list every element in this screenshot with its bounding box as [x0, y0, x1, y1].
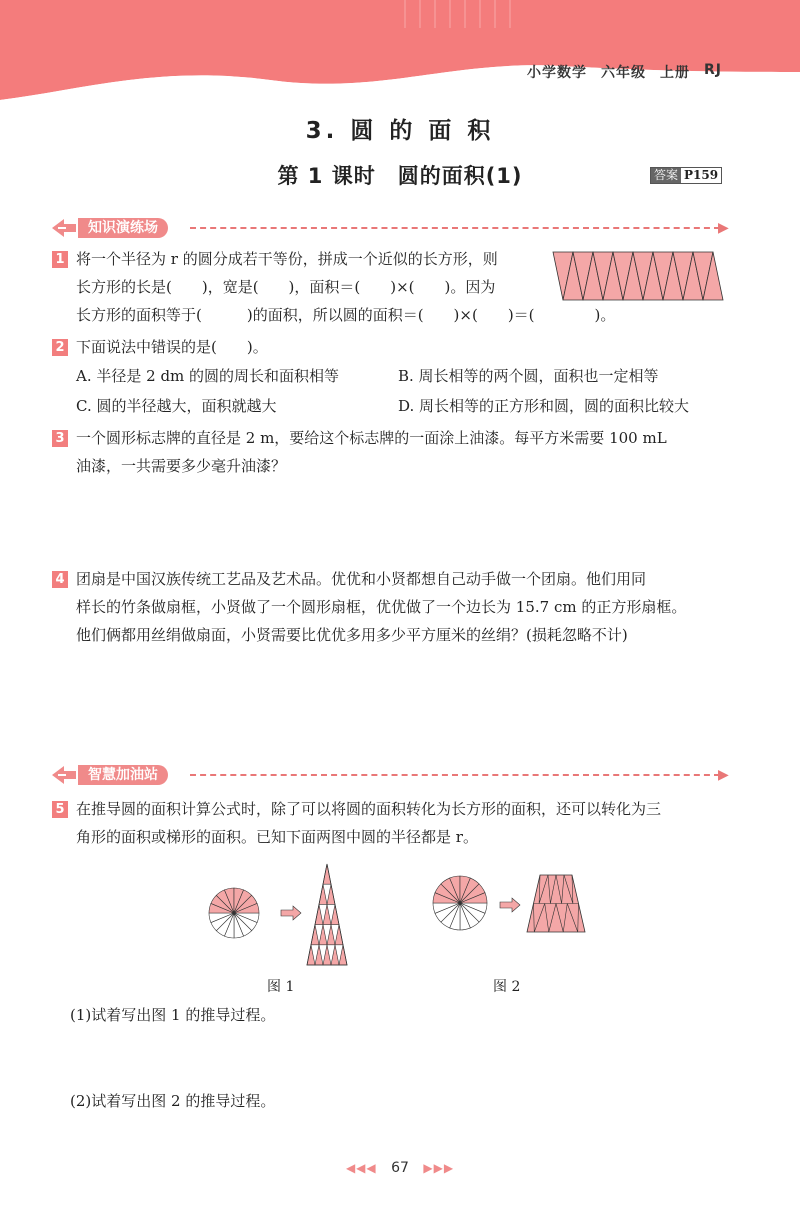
triangle-sector	[315, 904, 323, 924]
question-number: 3	[52, 430, 68, 447]
question-number: 1	[52, 251, 68, 268]
triangle-sector	[327, 925, 335, 945]
pencil-icon	[50, 764, 78, 786]
answer-page: P159	[684, 168, 719, 182]
lesson-title: 第 1 课时 圆的面积(1)	[277, 164, 523, 188]
answer-reference	[650, 167, 722, 184]
page-number: 67	[391, 1160, 409, 1176]
q3-line2: 油漆，一共需要多少毫升油漆？	[76, 457, 287, 475]
edition-label: RJ	[704, 62, 722, 78]
next-arrows-icon: ▶▶▶	[423, 1161, 455, 1175]
page-footer	[0, 1160, 800, 1176]
section-challenge	[50, 762, 730, 788]
triangle-sector	[319, 925, 327, 945]
q4-line2: 样长的竹条做扇框，小贤做了一个圆形扇框，优优做了一个边长为 15.7 cm 的正方形扇框。	[76, 598, 687, 616]
triangle-sector	[323, 864, 331, 884]
section-practice	[50, 215, 730, 241]
q2-option-d: D. 周长相等的正方形和圆，圆的面积比较大	[398, 397, 690, 415]
book-info	[527, 62, 722, 82]
section-divider	[190, 774, 720, 776]
prev-arrows-icon: ◀◀◀	[345, 1161, 377, 1175]
q4-line1: 团扇是中国汉族传统工艺品及艺术品。优优和小贤都想自己动手做一个团扇。他们用同	[76, 570, 647, 588]
question-number: 4	[52, 571, 68, 588]
question-number: 2	[52, 339, 68, 356]
triangle-sector	[307, 945, 315, 965]
figure-2-caption: 图 2	[493, 979, 521, 995]
arrow-right-icon	[500, 898, 520, 912]
volume-label: 上册	[660, 65, 690, 81]
question-number: 5	[52, 801, 68, 818]
q4-line3: 他们俩都用丝绢做扇面，小贤需要比优优多用多少平方厘米的丝绢？(损耗忽略不计)	[76, 626, 628, 644]
arrow-right-icon: ▶	[718, 220, 729, 236]
pencil-icon	[50, 217, 78, 239]
q5-sub1: (1)试着写出图 1 的推导过程。	[70, 1006, 276, 1024]
figure-1-circle-to-triangle	[205, 860, 355, 970]
figure-2-circle-to-trapezoid	[430, 870, 590, 940]
triangle-sector	[331, 904, 339, 924]
q5-sub2: (2)试着写出图 2 的推导过程。	[70, 1092, 276, 1110]
section-practice-label: 知识演练场	[78, 218, 168, 238]
q5-line1: 在推导圆的面积计算公式时，除了可以将圆的面积转化为长方形的面积，还可以转化为三	[76, 800, 662, 818]
figure-1-caption: 图 1	[267, 979, 295, 995]
q2-option-b: B. 周长相等的两个圆，面积也一定相等	[398, 367, 659, 385]
triangle-sector	[335, 925, 343, 945]
q1-text	[76, 245, 556, 301]
triangle-sector	[315, 945, 323, 965]
q3-text	[76, 424, 736, 480]
q5-line2: 角形的面积或梯形的面积。已知下面两图中圆的半径都是 r。	[76, 828, 478, 846]
chapter-title: 3. 圆 的 面 积	[305, 118, 495, 144]
triangle-sector	[319, 884, 327, 904]
approx-rectangle-figure	[550, 250, 726, 302]
q2-option-a: A. 半径是 2 dm 的圆的周长和面积相等	[76, 367, 340, 385]
grade-label: 六年级	[601, 65, 646, 81]
q5-text	[76, 795, 746, 851]
q1-line1: 将一个半径为 r 的圆分成若干等份，拼成一个近似的长方形，则	[76, 250, 498, 268]
q2-stem: 下面说法中错误的是( )。	[76, 338, 268, 356]
q2-option-c: C. 圆的半径越大，面积就越大	[76, 397, 277, 415]
section-divider	[190, 227, 720, 229]
arrow-right-icon	[281, 906, 301, 920]
arrow-right-icon: ▶	[718, 767, 729, 783]
q1-line2: 长方形的长是( )，宽是( )，面积＝( )×( )。因为	[76, 278, 496, 296]
q1-line3: 长方形的面积等于( )的面积，所以圆的面积＝( )×( )＝( )。	[76, 306, 616, 324]
triangle-sector	[331, 945, 339, 965]
section-challenge-label: 智慧加油站	[78, 765, 168, 785]
triangle-sector	[323, 945, 331, 965]
triangle-sector	[339, 945, 347, 965]
q4-text	[76, 565, 746, 649]
subject-label: 小学数学	[527, 65, 587, 81]
triangle-sector	[311, 925, 319, 945]
q3-line1: 一个圆形标志牌的直径是 2 m，要给这个标志牌的一面涂上油漆。每平方米需要 100 mL	[76, 429, 667, 447]
answer-label: 答案	[651, 168, 681, 183]
header-band	[0, 0, 800, 100]
triangle-sector	[323, 904, 331, 924]
triangle-sector	[327, 884, 335, 904]
